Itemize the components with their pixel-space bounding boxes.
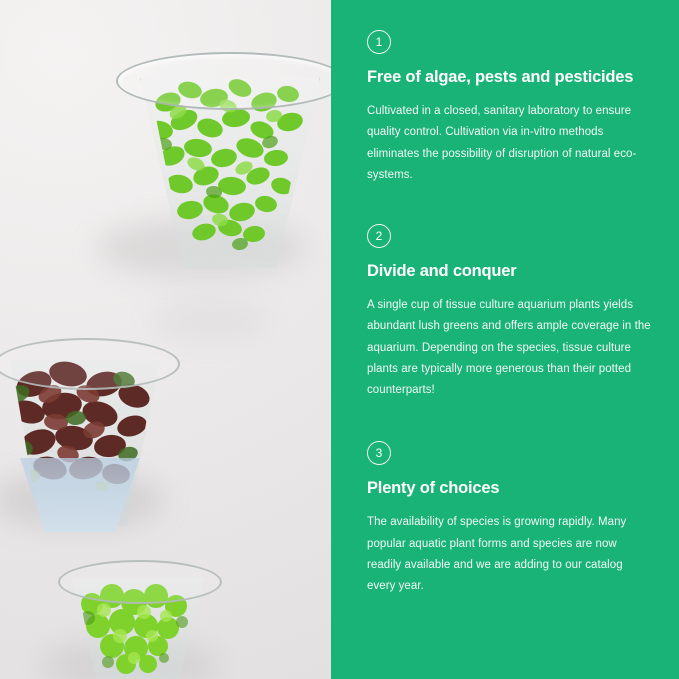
step-number-badge: 1 <box>367 30 391 54</box>
cup-shadow <box>150 300 270 340</box>
cup-rim <box>0 338 180 390</box>
step-number-badge: 2 <box>367 224 391 248</box>
moss-cup <box>58 560 218 679</box>
feature-item <box>367 441 651 597</box>
feature-title: Free of algae, pests and pesticides <box>367 68 634 86</box>
cup-rim <box>58 560 222 604</box>
feature-title: Divide and conquer <box>367 262 517 281</box>
features-panel <box>331 0 679 679</box>
product-photo <box>0 0 331 679</box>
red-rosette-plant-cup <box>0 338 176 528</box>
feature-body: The availability of species is growing rapidly. Many popular aquatic plant forms and species are now readily available and we are adding to our catalog every year. <box>367 516 627 593</box>
feature-title: Plenty of choices <box>367 479 500 498</box>
feature-body: A single cup of tissue culture aquarium plants yields abundant lush greens and offers ample coverage in the aquarium. Depending on the species, tissue culture plants are typically more generous than their potted counterparts! <box>367 299 651 397</box>
step-number-badge: 3 <box>367 441 391 465</box>
feature-item <box>367 224 651 401</box>
feature-body: Cultivated in a closed, sanitary laboratory to ensure quality control. Cultivation via in-vitro methods eliminates the possibility of disruption of natural eco-systems. <box>367 105 637 181</box>
feature-item <box>367 30 651 186</box>
cup-rim <box>116 52 331 110</box>
green-stem-plant-cup <box>116 52 331 267</box>
